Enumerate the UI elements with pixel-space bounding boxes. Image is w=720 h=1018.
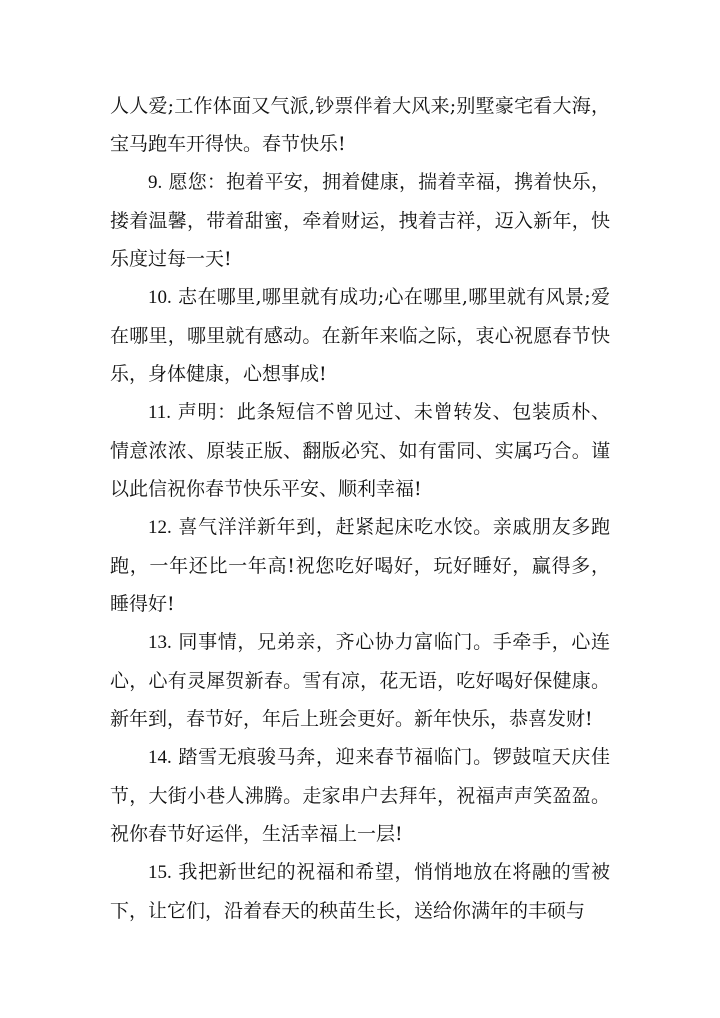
- paragraph-number: 10.: [148, 287, 172, 308]
- paragraph-number: 14.: [148, 747, 172, 768]
- paragraph-text: 声明：此条短信不曾见过、未曾转发、包装质朴、情意浓浓、原装正版、翻版必究、如有雷同、实属巧合。谨以此信祝你春节快乐平安、顺利幸福!: [110, 401, 610, 500]
- document-body: [110, 87, 610, 930]
- paragraph-13: [110, 623, 610, 738]
- paragraph-15: [110, 853, 610, 930]
- paragraph-text: 踏雪无痕骏马奔，迎来春节福临门。锣鼓喧天庆佳节，大街小巷人沸腾。走家串户去拜年，祝福声声笑盈盈。祝你春节好运伴，生活幸福上一层!: [110, 746, 610, 845]
- paragraph-text: 我把新世纪的祝福和希望，悄悄地放在将融的雪被下，让它们，沿着春天的秧苗生长，送给你满年的丰硕与: [110, 861, 610, 922]
- paragraph-11: [110, 393, 610, 508]
- paragraph-number: 13.: [148, 632, 172, 653]
- paragraph-12: [110, 508, 610, 623]
- paragraph-number: 9.: [148, 172, 163, 193]
- paragraph-continued: [110, 87, 610, 163]
- paragraph-number: 12.: [148, 517, 172, 538]
- paragraph-text: 志在哪里,哪里就有成功;心在哪里,哪里就有风景;爱在哪里，哪里就有感动。在新年来临之际，衷心祝愿春节快乐，身体健康，心想事成!: [110, 286, 610, 385]
- paragraph-text: 喜气洋洋新年到，赶紧起床吃水饺。亲戚朋友多跑跑，一年还比一年高!祝您吃好喝好，玩好睡好，赢得多，睡得好!: [110, 516, 610, 615]
- paragraph-text: 同事情，兄弟亲，齐心协力富临门。手牵手，心连心，心有灵犀贺新春。雪有凉，花无语，吃好喝好保健康。新年到，春节好，年后上班会更好。新年快乐，恭喜发财!: [110, 631, 610, 730]
- paragraph-text: 愿您：抱着平安，拥着健康，揣着幸福，携着快乐，搂着温馨，带着甜蜜，牵着财运，拽着吉祥，迈入新年，快乐度过每一天!: [110, 171, 610, 270]
- paragraph-9: [110, 163, 610, 278]
- paragraph-14: [110, 738, 610, 853]
- paragraph-10: [110, 278, 610, 393]
- paragraph-number: 15.: [148, 862, 172, 883]
- paragraph-number: 11.: [148, 402, 172, 423]
- paragraph-text: 人人爱;工作体面又气派,钞票伴着大风来;别墅豪宅看大海，宝马跑车开得快。春节快乐!: [110, 95, 610, 155]
